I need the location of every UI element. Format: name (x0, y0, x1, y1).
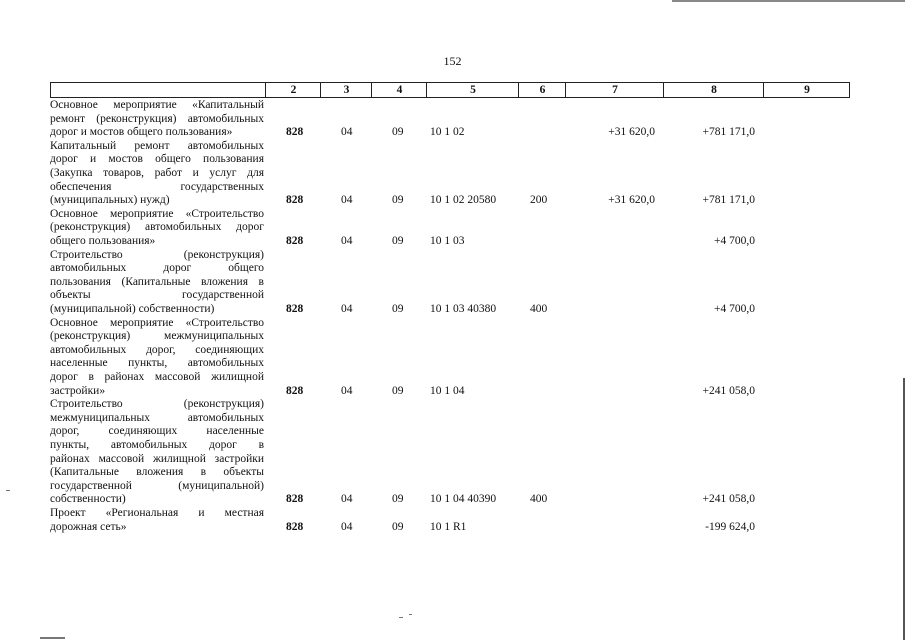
page-number: 152 (443, 54, 462, 68)
table-header (50, 82, 850, 98)
description-line: автомобильных дорог общего (50, 262, 264, 275)
header-cell-1 (51, 83, 265, 97)
description-line: (муниципальных) нужд) (50, 194, 170, 207)
cell-col-3: 04 (341, 194, 353, 207)
cell-col-4: 09 (392, 234, 404, 247)
description-line: Капитальный ремонт автомобильных (50, 139, 264, 152)
header-cell-9: 9 (763, 83, 850, 97)
cell-col-3: 04 (341, 126, 353, 139)
cell-col-4: 09 (392, 302, 404, 315)
row-description (50, 140, 264, 208)
description-line: дорог и мостов общего пользования (50, 153, 264, 166)
cell-col-4: 09 (392, 126, 404, 139)
cell-col-5: 10 1 04 (430, 384, 465, 397)
row-description (50, 507, 264, 534)
description-line: пункты, автомобильных дорог в (50, 438, 264, 451)
description-line: (Закупка товаров, работ и услуг для (50, 166, 264, 179)
table-row (50, 398, 850, 507)
cell-col-8: +4 700,0 (714, 302, 755, 315)
table-row (50, 99, 850, 140)
header-cell-3: 3 (320, 83, 372, 97)
cell-col-2: 828 (286, 302, 304, 315)
cell-col-8: +4 700,0 (714, 234, 755, 247)
cell-col-5: 10 1 03 40380 (430, 302, 497, 315)
description-line: собственности) (50, 493, 126, 506)
description-line: (реконструкция) автомобильных дорог (50, 221, 264, 234)
description-line: дорожная сеть» (50, 520, 127, 533)
cell-col-8: +241 058,0 (702, 493, 755, 506)
table-row (50, 140, 850, 208)
description-line: Строительство (реконструкция) (50, 248, 264, 261)
cell-col-2: 828 (286, 384, 304, 397)
cell-col-5: 10 1 02 20580 (430, 194, 497, 207)
description-line: Основное мероприятие «Строительство (50, 316, 264, 329)
row-description (50, 99, 264, 140)
header-cell-5: 5 (426, 83, 519, 97)
cell-col-4: 09 (392, 384, 404, 397)
cell-col-7: +31 620,0 (608, 194, 655, 207)
cell-col-6: 400 (530, 493, 548, 506)
cell-col-3: 04 (341, 302, 353, 315)
description-line: населенные пункты, автомобильных (50, 357, 264, 370)
cell-col-2: 828 (286, 126, 304, 139)
header-cell-2: 2 (265, 83, 321, 97)
cell-col-4: 09 (392, 493, 404, 506)
table-row (50, 208, 850, 249)
scan-speck (6, 490, 10, 491)
description-line: общего пользования» (50, 234, 156, 247)
description-line: обеспечения государственных (50, 180, 264, 193)
table-row (50, 507, 850, 534)
description-line: ремонт (реконструкция) автомобильных (50, 112, 264, 125)
header-cell-6: 6 (518, 83, 566, 97)
cell-col-3: 04 (341, 520, 353, 533)
table-row (50, 317, 850, 399)
cell-col-3: 04 (341, 384, 353, 397)
description-line: объекты государственной (50, 289, 264, 302)
cell-col-8: +781 171,0 (702, 126, 755, 139)
scan-edge-bottom (40, 637, 65, 639)
description-line: государственной (муниципальной) (50, 479, 264, 492)
row-description (50, 317, 264, 399)
header-cell-7: 7 (565, 83, 664, 97)
description-line: (Капитальные вложения в объекты (50, 466, 264, 479)
scan-speck (399, 617, 403, 618)
scan-speck (409, 614, 412, 615)
cell-col-2: 828 (286, 194, 304, 207)
description-line: районах массовой жилищной застройки (50, 452, 264, 465)
cell-col-6: 200 (530, 194, 548, 207)
cell-col-4: 09 (392, 194, 404, 207)
description-line: Проект «Региональная и местная (50, 507, 264, 519)
description-line: (муниципальной) собственности) (50, 302, 215, 315)
description-line: дорог, соединяющих населенные (50, 425, 264, 438)
cell-col-6: 400 (530, 302, 548, 315)
header-cell-8: 8 (663, 83, 764, 97)
table-row (50, 249, 850, 317)
description-line: дорог и мостов общего пользования» (50, 126, 233, 139)
header-cell-4: 4 (371, 83, 427, 97)
description-line: застройки» (50, 384, 106, 397)
cell-col-2: 828 (286, 520, 304, 533)
description-line: межмуниципальных автомобильных (50, 411, 264, 424)
cell-col-5: 10 1 02 (430, 126, 465, 139)
description-line: Основное мероприятие «Капитальный (50, 99, 264, 111)
description-line: автомобильных дорог, соединяющих (50, 343, 264, 356)
cell-col-7: +31 620,0 (608, 126, 655, 139)
description-line: дорог в районах массовой жилищной (50, 370, 264, 383)
cell-col-5: 10 1 03 (430, 234, 465, 247)
description-line: Основное мероприятие «Строительство (50, 207, 264, 220)
row-description (50, 398, 264, 507)
cell-col-3: 04 (341, 493, 353, 506)
cell-col-2: 828 (286, 493, 304, 506)
description-line: (реконструкция) межмуниципальных (50, 330, 264, 343)
description-line: Строительство (реконструкция) (50, 398, 264, 411)
cell-col-8: +781 171,0 (702, 194, 755, 207)
row-description (50, 208, 264, 249)
cell-col-5: 10 1 04 40390 (430, 493, 497, 506)
cell-col-8: +241 058,0 (702, 384, 755, 397)
cell-col-2: 828 (286, 234, 304, 247)
scan-edge-top (672, 0, 905, 2)
row-description (50, 249, 264, 317)
cell-col-4: 09 (392, 520, 404, 533)
description-line: пользования (Капитальные вложения в (50, 275, 264, 288)
cell-col-5: 10 1 R1 (430, 520, 467, 533)
cell-col-8: -199 624,0 (705, 520, 755, 533)
cell-col-3: 04 (341, 234, 353, 247)
